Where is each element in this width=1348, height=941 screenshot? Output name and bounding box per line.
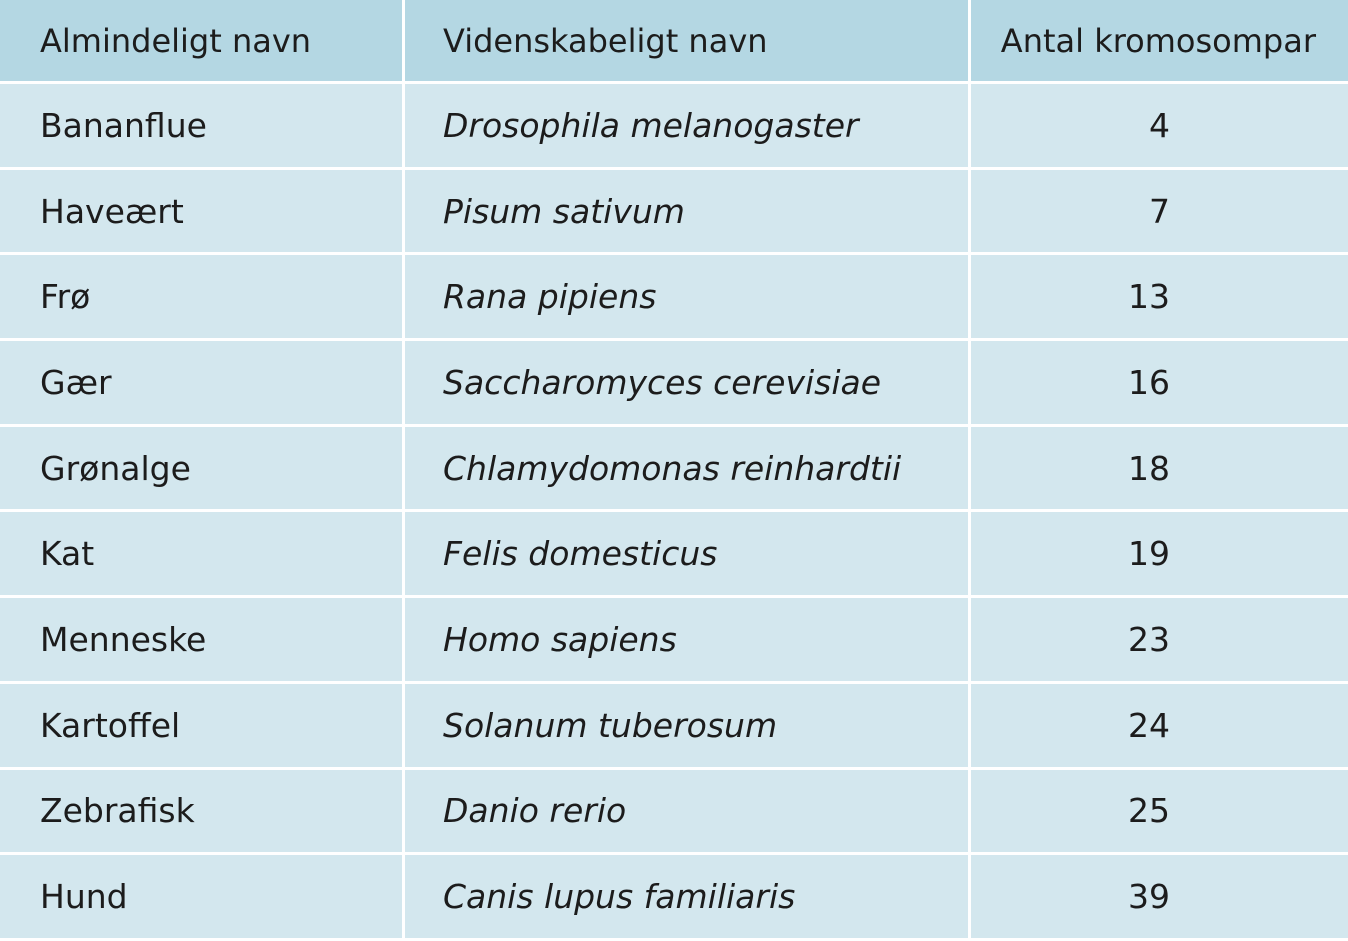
cell-scientific-name	[405, 427, 971, 513]
cell-common-name: Kartoffel	[0, 684, 405, 770]
cell-common-name: Gær	[0, 341, 405, 427]
cell-scientific-name	[405, 770, 971, 856]
header-common-name: Almindeligt navn	[0, 0, 405, 84]
cell-common-name: Haveært	[0, 170, 405, 256]
table-row	[0, 341, 1348, 427]
cell-chromosome-pairs: 16	[971, 341, 1348, 427]
cell-chromosome-pairs: 39	[971, 855, 1348, 941]
cell-chromosome-pairs: 23	[971, 598, 1348, 684]
cell-scientific-name	[405, 684, 971, 770]
header-chromosome-pairs: Antal kromosompar	[971, 0, 1348, 84]
cell-common-name: Hund	[0, 855, 405, 941]
scientific-name-text: Canis lupus familiaris	[443, 877, 796, 917]
cell-common-name: Menneske	[0, 598, 405, 684]
cell-chromosome-pairs: 24	[971, 684, 1348, 770]
cell-chromosome-pairs: 19	[971, 512, 1348, 598]
cell-chromosome-pairs: 25	[971, 770, 1348, 856]
table-row	[0, 770, 1348, 856]
scientific-name-text: Solanum tuberosum	[443, 705, 778, 745]
cell-scientific-name	[405, 341, 971, 427]
scientific-name-text: Pisum sativum	[443, 191, 685, 231]
table-row	[0, 170, 1348, 256]
cell-common-name: Grønalge	[0, 427, 405, 513]
cell-chromosome-pairs: 4	[971, 84, 1348, 170]
table-row	[0, 855, 1348, 941]
cell-scientific-name	[405, 84, 971, 170]
cell-chromosome-pairs: 18	[971, 427, 1348, 513]
cell-scientific-name	[405, 255, 971, 341]
cell-chromosome-pairs: 13	[971, 255, 1348, 341]
scientific-name-text: Drosophila melanogaster	[443, 105, 859, 145]
cell-chromosome-pairs: 7	[971, 170, 1348, 256]
table-row	[0, 512, 1348, 598]
cell-common-name: Kat	[0, 512, 405, 598]
scientific-name-text: Saccharomyces cerevisiae	[443, 362, 882, 402]
table-row	[0, 255, 1348, 341]
header-scientific-name: Videnskabeligt navn	[405, 0, 971, 84]
cell-common-name: Zebrafisk	[0, 770, 405, 856]
scientific-name-text: Danio rerio	[443, 791, 627, 831]
scientific-name-text: Chlamydomonas reinhardtii	[443, 448, 902, 488]
cell-scientific-name	[405, 512, 971, 598]
header-row	[0, 0, 1348, 84]
scientific-name-text: Homo sapiens	[443, 619, 677, 659]
cell-scientific-name	[405, 170, 971, 256]
cell-scientific-name	[405, 598, 971, 684]
table-row	[0, 684, 1348, 770]
scientific-name-text: Rana pipiens	[443, 277, 657, 317]
table-row	[0, 598, 1348, 684]
table-row	[0, 427, 1348, 513]
scientific-name-text: Felis domesticus	[443, 534, 718, 574]
cell-common-name: Bananflue	[0, 84, 405, 170]
table-row	[0, 84, 1348, 170]
cell-scientific-name	[405, 855, 971, 941]
cell-common-name: Frø	[0, 255, 405, 341]
